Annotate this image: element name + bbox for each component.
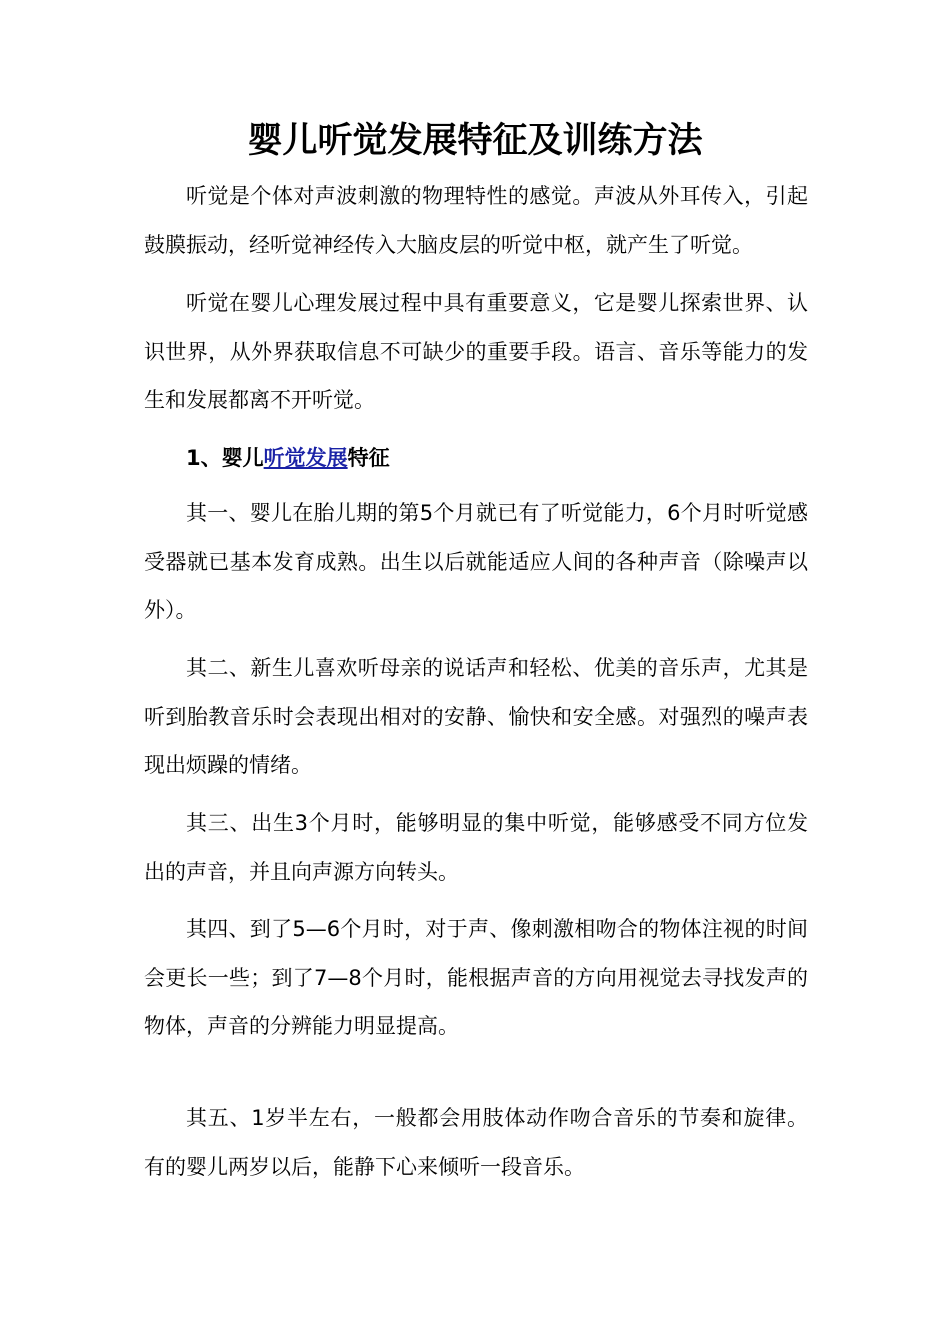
section-heading-prefix: 1、婴儿 <box>186 446 264 470</box>
point-paragraph-3: 其三、出生3个月时，能够明显的集中听觉，能够感受不同方位发出的声音，并且向声源方向转头。 <box>144 811 808 884</box>
document-title: 婴儿听觉发展特征及训练方法 <box>247 120 703 161</box>
point-paragraph-4: 其四、到了5—6个月时，对于声、像刺激相吻合的物体注视的时间会更长一些；到了7—8个月时，能根据声音的方向用视觉去寻找发声的物体，声音的分辨能力明显提高。 <box>144 917 808 1038</box>
point-paragraph-2: 其二、新生儿喜欢听母亲的说话声和轻松、优美的音乐声，尤其是听到胎教音乐时会表现出相对的安静、愉快和安全感。对强烈的噪声表现出烦躁的情绪。 <box>144 656 808 777</box>
point-paragraph-1: 其一、婴儿在胎儿期的第5个月就已有了听觉能力，6个月时听觉感受器就已基本发育成熟。出生以后就能适应人间的各种声音（除噪声以外）。 <box>144 501 808 622</box>
section-heading <box>144 434 808 483</box>
point-paragraph-5: 其五、1岁半左右，一般都会用肢体动作吻合音乐的节奏和旋律。有的婴儿两岁以后，能静下心来倾听一段音乐。 <box>144 1106 808 1179</box>
hearing-development-link[interactable]: 听觉发展 <box>263 446 348 470</box>
intro-paragraph-1: 听觉是个体对声波刺激的物理特性的感觉。声波从外耳传入，引起鼓膜振动，经听觉神经传入大脑皮层的听觉中枢，就产生了听觉。 <box>144 184 808 257</box>
section-heading-suffix: 特征 <box>347 446 390 470</box>
intro-paragraph-2: 听觉在婴儿心理发展过程中具有重要意义，它是婴儿探索世界、认识世界，从外界获取信息不可缺少的重要手段。语言、音乐等能力的发生和发展都离不开听觉。 <box>144 291 808 412</box>
